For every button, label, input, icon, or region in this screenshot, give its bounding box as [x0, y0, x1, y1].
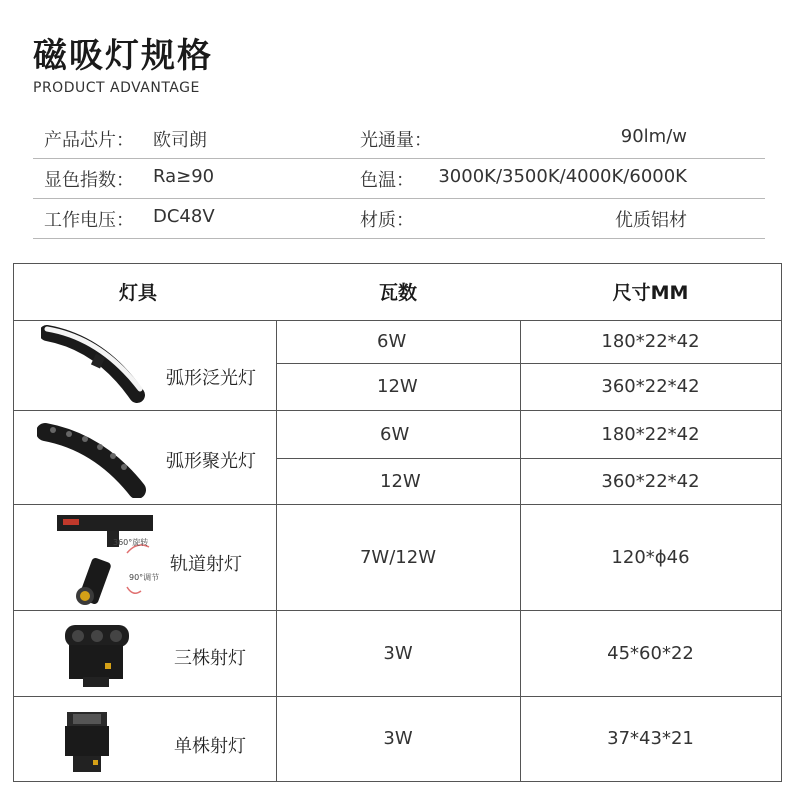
header-fixture: 灯具 [118, 282, 157, 304]
wattage-cell: 3W [383, 642, 413, 664]
spec-label: 光通量： [360, 130, 432, 151]
size-cell: 45*60*22 [607, 642, 694, 664]
spec-value: DC48V [153, 206, 215, 227]
spec-label: 材质： [360, 210, 414, 231]
product-name: 轨道射灯 [170, 554, 242, 575]
product-name: 弧形聚光灯 [166, 451, 256, 472]
spec-table [13, 263, 782, 782]
track-spot-light-image [53, 511, 169, 607]
spec-row [33, 158, 765, 199]
size-cell: 360*22*42 [601, 470, 700, 492]
wattage-cell: 12W [377, 376, 418, 397]
arc-flood-light-image [41, 325, 153, 407]
spec-value: 欧司朗 [153, 130, 207, 151]
spec-label: 色温： [360, 170, 414, 191]
wattage-cell: 3W [383, 728, 413, 749]
spec-label: 产品芯片： [44, 130, 134, 151]
header-wattage: 瓦数 [378, 282, 417, 304]
product-name: 弧形泛光灯 [166, 368, 256, 389]
arc-spot-light-image [37, 418, 157, 498]
wattage-cell: 7W/12W [359, 546, 437, 568]
tilt-note: 90°调节 [129, 573, 160, 582]
product-name: 单株射灯 [174, 736, 246, 757]
wattage-cell: 6W [380, 423, 410, 445]
wattage-cell: 12W [380, 470, 421, 492]
size-cell: 37*43*21 [607, 728, 694, 749]
spec-label: 显色指数： [44, 170, 134, 191]
size-cell: 120*ϕ46 [611, 546, 690, 568]
table-border [13, 263, 14, 782]
spec-value: 90lm/w [620, 126, 687, 147]
spec-label: 工作电压： [44, 210, 134, 231]
spec-value: 3000K/3500K/4000K/6000K [438, 166, 687, 187]
spec-row [33, 118, 765, 159]
size-cell: 360*22*42 [601, 376, 700, 397]
header-size: 尺寸MM [612, 282, 689, 304]
single-spot-light-image [63, 708, 115, 780]
size-cell: 180*22*42 [601, 331, 700, 352]
wattage-cell: 6W [377, 331, 407, 352]
spec-row [33, 198, 765, 239]
spec-value: Ra≥90 [153, 166, 215, 187]
table-border [13, 781, 782, 782]
page-title: 磁吸灯规格 [33, 36, 213, 76]
spec-value: 优质铝材 [615, 210, 687, 231]
size-cell: 180*22*42 [601, 423, 700, 445]
triple-spot-light-image [63, 619, 133, 691]
page-subtitle: PRODUCT ADVANTAGE [33, 80, 200, 96]
table-border [781, 263, 782, 782]
rotation-note: 360°旋转 [113, 538, 149, 547]
product-name: 三株射灯 [174, 648, 246, 669]
